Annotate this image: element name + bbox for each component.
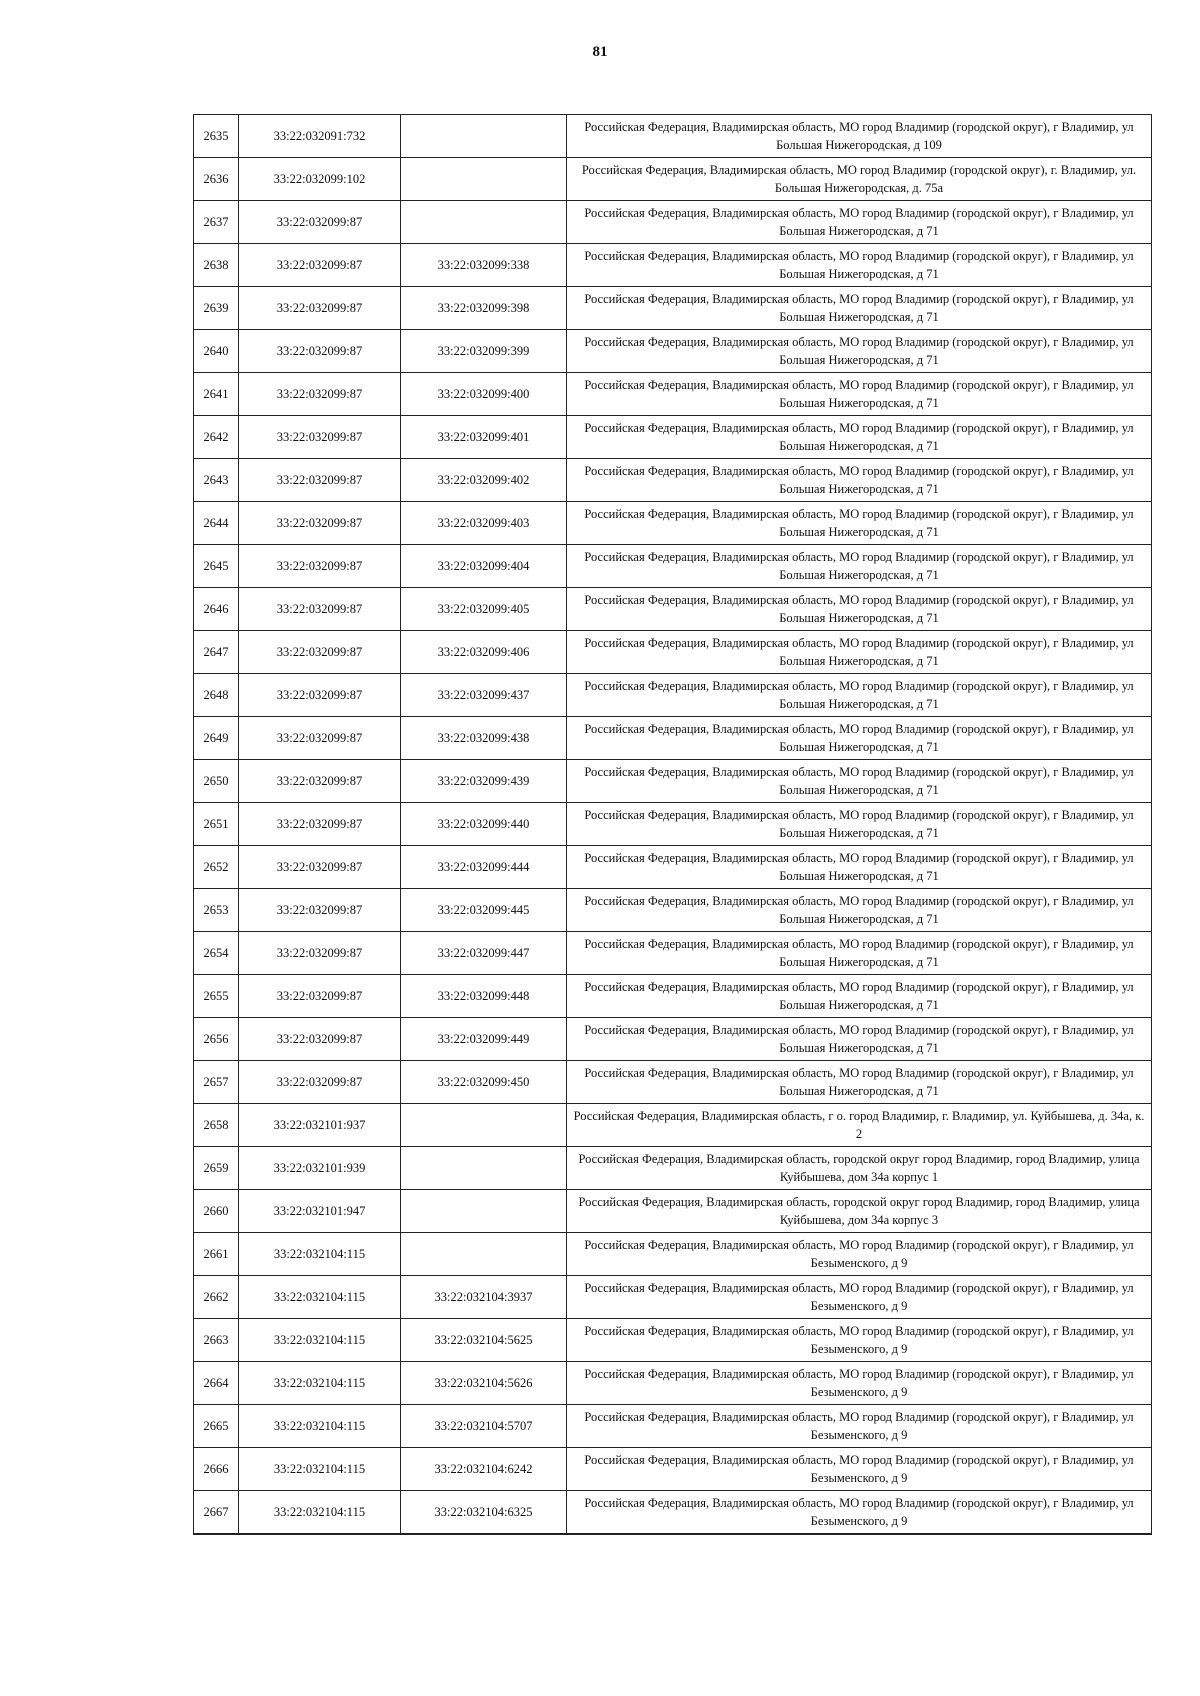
row-number-cell: 2641 — [194, 373, 239, 416]
table-row — [194, 416, 1152, 459]
row-number-cell: 2651 — [194, 803, 239, 846]
table-row — [194, 1362, 1152, 1405]
row-number-cell: 2635 — [194, 115, 239, 158]
address-cell: Российская Федерация, Владимирская область, МО город Владимир (городской округ), г Владимир, ул Большая Нижегородская, д 71 — [567, 674, 1152, 717]
address-cell: Российская Федерация, Владимирская область, МО город Владимир (городской округ), г Владимир, ул Большая Нижегородская, д 71 — [567, 459, 1152, 502]
row-number-cell: 2639 — [194, 287, 239, 330]
sub-cadastral-number-cell — [401, 201, 567, 244]
cadastral-number-cell: 33:22:032099:87 — [239, 1061, 401, 1104]
row-number-cell: 2654 — [194, 932, 239, 975]
cadastral-number-cell: 33:22:032101:937 — [239, 1104, 401, 1147]
cadastral-number-cell: 33:22:032099:87 — [239, 631, 401, 674]
table-row — [194, 674, 1152, 717]
cadastral-number-cell: 33:22:032099:87 — [239, 459, 401, 502]
sub-cadastral-number-cell: 33:22:032104:6325 — [401, 1491, 567, 1534]
address-cell: Российская Федерация, Владимирская область, МО город Владимир (городской округ), г Владимир, ул Большая Нижегородская, д 71 — [567, 545, 1152, 588]
cadastral-number-cell: 33:22:032099:87 — [239, 330, 401, 373]
cadastral-number-cell: 33:22:032099:87 — [239, 588, 401, 631]
address-cell: Российская Федерация, Владимирская область, МО город Владимир (городской округ), г Владимир, ул Большая Нижегородская, д 71 — [567, 975, 1152, 1018]
sub-cadastral-number-cell — [401, 1147, 567, 1190]
sub-cadastral-number-cell — [401, 115, 567, 158]
table-row — [194, 244, 1152, 287]
table-row — [194, 1405, 1152, 1448]
cadastral-number-cell: 33:22:032104:115 — [239, 1405, 401, 1448]
address-cell: Российская Федерация, Владимирская область, г о. город Владимир, г. Владимир, ул. Куйбышева, д. 34а, к. 2 — [567, 1104, 1152, 1147]
sub-cadastral-number-cell: 33:22:032104:3937 — [401, 1276, 567, 1319]
address-cell: Российская Федерация, Владимирская область, МО город Владимир (городской округ), г. Владимир, ул. Большая Нижегородская, д. 75а — [567, 158, 1152, 201]
row-number-cell: 2665 — [194, 1405, 239, 1448]
address-cell: Российская Федерация, Владимирская область, МО город Владимир (городской округ), г Владимир, ул Большая Нижегородская, д 71 — [567, 932, 1152, 975]
table-row — [194, 158, 1152, 201]
row-number-cell: 2637 — [194, 201, 239, 244]
cadastral-number-cell: 33:22:032099:87 — [239, 201, 401, 244]
cadastral-number-cell: 33:22:032104:115 — [239, 1491, 401, 1534]
sub-cadastral-number-cell: 33:22:032099:439 — [401, 760, 567, 803]
cadastral-number-cell: 33:22:032101:947 — [239, 1190, 401, 1233]
table-row — [194, 459, 1152, 502]
row-number-cell: 2650 — [194, 760, 239, 803]
sub-cadastral-number-cell: 33:22:032104:5625 — [401, 1319, 567, 1362]
table-row — [194, 717, 1152, 760]
row-number-cell: 2664 — [194, 1362, 239, 1405]
row-number-cell: 2660 — [194, 1190, 239, 1233]
row-number-cell: 2638 — [194, 244, 239, 287]
table-row — [194, 1491, 1152, 1534]
address-cell: Российская Федерация, Владимирская область, МО город Владимир (городской округ), г Владимир, ул Большая Нижегородская, д 71 — [567, 287, 1152, 330]
address-cell: Российская Федерация, Владимирская область, МО город Владимир (городской округ), г Владимир, ул Большая Нижегородская, д 109 — [567, 115, 1152, 158]
sub-cadastral-number-cell: 33:22:032099:449 — [401, 1018, 567, 1061]
address-cell: Российская Федерация, Владимирская область, МО город Владимир (городской округ), г Владимир, ул Большая Нижегородская, д 71 — [567, 846, 1152, 889]
address-cell: Российская Федерация, Владимирская область, МО город Владимир (городской округ), г Владимир, ул Большая Нижегородская, д 71 — [567, 244, 1152, 287]
row-number-cell: 2642 — [194, 416, 239, 459]
cadastral-number-cell: 33:22:032104:115 — [239, 1319, 401, 1362]
cadastral-number-cell: 33:22:032099:102 — [239, 158, 401, 201]
row-number-cell: 2649 — [194, 717, 239, 760]
page-number: 81 — [592, 44, 608, 60]
table-body — [194, 115, 1152, 1534]
row-number-cell: 2658 — [194, 1104, 239, 1147]
table-row — [194, 502, 1152, 545]
table-row — [194, 1061, 1152, 1104]
address-cell: Российская Федерация, Владимирская область, МО город Владимир (городской округ), г Владимир, ул Безыменского, д 9 — [567, 1233, 1152, 1276]
cadastral-number-cell: 33:22:032099:87 — [239, 502, 401, 545]
address-cell: Российская Федерация, Владимирская область, МО город Владимир (городской округ), г Владимир, ул Большая Нижегородская, д 71 — [567, 631, 1152, 674]
row-number-cell: 2657 — [194, 1061, 239, 1104]
row-number-cell: 2661 — [194, 1233, 239, 1276]
sub-cadastral-number-cell — [401, 1233, 567, 1276]
address-cell: Российская Федерация, Владимирская область, МО город Владимир (городской округ), г Владимир, ул Большая Нижегородская, д 71 — [567, 1018, 1152, 1061]
sub-cadastral-number-cell: 33:22:032099:401 — [401, 416, 567, 459]
table-row — [194, 545, 1152, 588]
sub-cadastral-number-cell: 33:22:032104:6242 — [401, 1448, 567, 1491]
cadastral-number-cell: 33:22:032099:87 — [239, 717, 401, 760]
table-row — [194, 588, 1152, 631]
table-row — [194, 1018, 1152, 1061]
sub-cadastral-number-cell: 33:22:032099:398 — [401, 287, 567, 330]
sub-cadastral-number-cell: 33:22:032099:445 — [401, 889, 567, 932]
table-row — [194, 889, 1152, 932]
address-cell: Российская Федерация, Владимирская область, МО город Владимир (городской округ), г Владимир, ул Большая Нижегородская, д 71 — [567, 416, 1152, 459]
address-cell: Российская Федерация, Владимирская область, МО город Владимир (городской округ), г Владимир, ул Большая Нижегородская, д 71 — [567, 502, 1152, 545]
address-cell: Российская Федерация, Владимирская область, городской округ город Владимир, город Владимир, улица Куйбышева, дом 34а корпус 3 — [567, 1190, 1152, 1233]
cadastral-number-cell: 33:22:032104:115 — [239, 1233, 401, 1276]
address-cell: Российская Федерация, Владимирская область, МО город Владимир (городской округ), г Владимир, ул Большая Нижегородская, д 71 — [567, 588, 1152, 631]
cadastral-number-cell: 33:22:032101:939 — [239, 1147, 401, 1190]
row-number-cell: 2652 — [194, 846, 239, 889]
cadastral-number-cell: 33:22:032091:732 — [239, 115, 401, 158]
table-row — [194, 1276, 1152, 1319]
address-cell: Российская Федерация, Владимирская область, МО город Владимир (городской округ), г Владимир, ул Безыменского, д 9 — [567, 1448, 1152, 1491]
table-row — [194, 1319, 1152, 1362]
sub-cadastral-number-cell: 33:22:032099:404 — [401, 545, 567, 588]
row-number-cell: 2643 — [194, 459, 239, 502]
sub-cadastral-number-cell — [401, 1104, 567, 1147]
table-row — [194, 932, 1152, 975]
cadastral-number-cell: 33:22:032104:115 — [239, 1276, 401, 1319]
address-cell: Российская Федерация, Владимирская область, МО город Владимир (городской округ), г Владимир, ул Большая Нижегородская, д 71 — [567, 803, 1152, 846]
address-cell: Российская Федерация, Владимирская область, городской округ город Владимир, город Владимир, улица Куйбышева, дом 34а корпус 1 — [567, 1147, 1152, 1190]
row-number-cell: 2666 — [194, 1448, 239, 1491]
table-row — [194, 760, 1152, 803]
address-cell: Российская Федерация, Владимирская область, МО город Владимир (городской округ), г Владимир, ул Безыменского, д 9 — [567, 1276, 1152, 1319]
row-number-cell: 2640 — [194, 330, 239, 373]
row-number-cell: 2659 — [194, 1147, 239, 1190]
sub-cadastral-number-cell: 33:22:032099:437 — [401, 674, 567, 717]
sub-cadastral-number-cell: 33:22:032099:438 — [401, 717, 567, 760]
sub-cadastral-number-cell — [401, 158, 567, 201]
row-number-cell: 2663 — [194, 1319, 239, 1362]
sub-cadastral-number-cell — [401, 1190, 567, 1233]
row-number-cell: 2636 — [194, 158, 239, 201]
table-row — [194, 1147, 1152, 1190]
sub-cadastral-number-cell: 33:22:032104:5626 — [401, 1362, 567, 1405]
sub-cadastral-number-cell: 33:22:032099:450 — [401, 1061, 567, 1104]
row-number-cell: 2662 — [194, 1276, 239, 1319]
address-cell: Российская Федерация, Владимирская область, МО город Владимир (городской округ), г Владимир, ул Большая Нижегородская, д 71 — [567, 1061, 1152, 1104]
address-cell: Российская Федерация, Владимирская область, МО город Владимир (городской округ), г Владимир, ул Большая Нижегородская, д 71 — [567, 889, 1152, 932]
row-number-cell: 2647 — [194, 631, 239, 674]
sub-cadastral-number-cell: 33:22:032099:440 — [401, 803, 567, 846]
sub-cadastral-number-cell: 33:22:032099:338 — [401, 244, 567, 287]
cadastral-number-cell: 33:22:032099:87 — [239, 545, 401, 588]
table-row — [194, 287, 1152, 330]
address-cell: Российская Федерация, Владимирская область, МО город Владимир (городской округ), г Владимир, ул Безыменского, д 9 — [567, 1362, 1152, 1405]
cadastral-number-cell: 33:22:032099:87 — [239, 889, 401, 932]
table-row — [194, 201, 1152, 244]
sub-cadastral-number-cell: 33:22:032099:405 — [401, 588, 567, 631]
table-row — [194, 1448, 1152, 1491]
registry-table — [193, 114, 1152, 1535]
cadastral-number-cell: 33:22:032099:87 — [239, 416, 401, 459]
cadastral-number-cell: 33:22:032099:87 — [239, 760, 401, 803]
row-number-cell: 2648 — [194, 674, 239, 717]
address-cell: Российская Федерация, Владимирская область, МО город Владимир (городской округ), г Владимир, ул Большая Нижегородская, д 71 — [567, 373, 1152, 416]
cadastral-number-cell: 33:22:032099:87 — [239, 287, 401, 330]
table-row — [194, 846, 1152, 889]
sub-cadastral-number-cell: 33:22:032099:448 — [401, 975, 567, 1018]
table-row — [194, 975, 1152, 1018]
address-cell: Российская Федерация, Владимирская область, МО город Владимир (городской округ), г Владимир, ул Безыменского, д 9 — [567, 1405, 1152, 1448]
table-row — [194, 631, 1152, 674]
table-row — [194, 373, 1152, 416]
row-number-cell: 2646 — [194, 588, 239, 631]
sub-cadastral-number-cell: 33:22:032099:400 — [401, 373, 567, 416]
row-number-cell: 2656 — [194, 1018, 239, 1061]
address-cell: Российская Федерация, Владимирская область, МО город Владимир (городской округ), г Владимир, ул Безыменского, д 9 — [567, 1491, 1152, 1534]
table-row — [194, 1104, 1152, 1147]
address-cell: Российская Федерация, Владимирская область, МО город Владимир (городской округ), г Владимир, ул Безыменского, д 9 — [567, 1319, 1152, 1362]
cadastral-number-cell: 33:22:032099:87 — [239, 244, 401, 287]
table-row — [194, 115, 1152, 158]
sub-cadastral-number-cell: 33:22:032099:406 — [401, 631, 567, 674]
table-row — [194, 330, 1152, 373]
sub-cadastral-number-cell: 33:22:032104:5707 — [401, 1405, 567, 1448]
row-number-cell: 2655 — [194, 975, 239, 1018]
cadastral-number-cell: 33:22:032099:87 — [239, 373, 401, 416]
address-cell: Российская Федерация, Владимирская область, МО город Владимир (городской округ), г Владимир, ул Большая Нижегородская, д 71 — [567, 717, 1152, 760]
sub-cadastral-number-cell: 33:22:032099:447 — [401, 932, 567, 975]
address-cell: Российская Федерация, Владимирская область, МО город Владимир (городской округ), г Владимир, ул Большая Нижегородская, д 71 — [567, 330, 1152, 373]
sub-cadastral-number-cell: 33:22:032099:402 — [401, 459, 567, 502]
cadastral-number-cell: 33:22:032099:87 — [239, 975, 401, 1018]
cadastral-number-cell: 33:22:032099:87 — [239, 846, 401, 889]
address-cell: Российская Федерация, Владимирская область, МО город Владимир (городской округ), г Владимир, ул Большая Нижегородская, д 71 — [567, 760, 1152, 803]
row-number-cell: 2653 — [194, 889, 239, 932]
row-number-cell: 2667 — [194, 1491, 239, 1534]
cadastral-number-cell: 33:22:032099:87 — [239, 803, 401, 846]
cadastral-number-cell: 33:22:032099:87 — [239, 932, 401, 975]
cadastral-number-cell: 33:22:032099:87 — [239, 674, 401, 717]
sub-cadastral-number-cell: 33:22:032099:403 — [401, 502, 567, 545]
table-row — [194, 803, 1152, 846]
table-row — [194, 1233, 1152, 1276]
row-number-cell: 2644 — [194, 502, 239, 545]
cadastral-number-cell: 33:22:032099:87 — [239, 1018, 401, 1061]
sub-cadastral-number-cell: 33:22:032099:444 — [401, 846, 567, 889]
cadastral-number-cell: 33:22:032104:115 — [239, 1362, 401, 1405]
sub-cadastral-number-cell: 33:22:032099:399 — [401, 330, 567, 373]
table-row — [194, 1190, 1152, 1233]
address-cell: Российская Федерация, Владимирская область, МО город Владимир (городской округ), г Владимир, ул Большая Нижегородская, д 71 — [567, 201, 1152, 244]
cadastral-number-cell: 33:22:032104:115 — [239, 1448, 401, 1491]
row-number-cell: 2645 — [194, 545, 239, 588]
